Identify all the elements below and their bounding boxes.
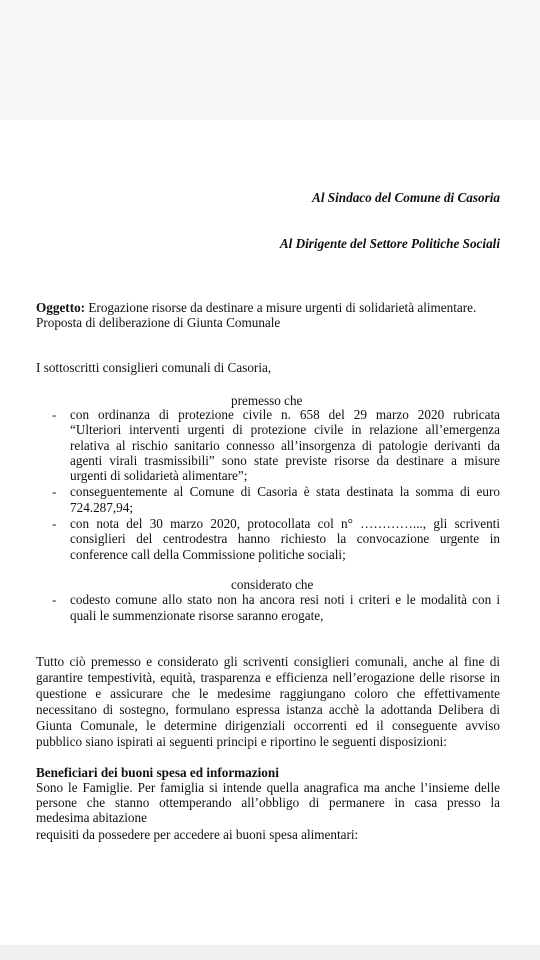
premesso-item1-line: con ordinanza di protezione civile n. 658 del 29 marzo 2020 rubricata (70, 407, 500, 422)
bullet-3: - (52, 516, 57, 531)
premesso-item2-line: conseguentemente al Comune di Casoria è stata destinata la somma di euro (70, 484, 500, 499)
premesso-item3-line: con nota del 30 marzo 2020, protocollata col n° …………..., gli scriventi (70, 516, 500, 531)
premesso-heading: premesso che (231, 393, 303, 408)
premesso-item1-line: relativa al rischio sanitario connesso all’insorgenza di patologie derivanti da (70, 438, 500, 453)
photo-background-top (0, 0, 540, 120)
section-line: persone che stanno ottemperando all’obbligo di permanere in casa presso la (36, 795, 500, 810)
considerato-item1-line: codesto comune allo stato non ha ancora resi noti i criteri e le modalità con i (70, 592, 500, 607)
bullet-4: - (52, 592, 57, 607)
section-line: Sono le Famiglie. Per famiglia si intende quella anagrafica ma anche l’insieme delle (36, 780, 500, 795)
subject-text: Erogazione risorse da destinare a misure urgenti di solidarietà alimentare. (88, 300, 477, 315)
considerato-item1-line: quali le summenzionate risorse saranno erogate, (70, 608, 324, 623)
premesso-item1-line: agenti virali trasmissibili” sono state previste risorse da destinare a misure (70, 453, 500, 468)
premesso-item2-line: 724.287,94; (70, 500, 134, 515)
premesso-item3-line: conference call della Commissione politiche sociali; (70, 547, 346, 562)
section-line: medesima abitazione (36, 810, 147, 825)
premesso-item3-line: consiglieri del centrodestra hanno richiesto la convocazione urgente in (70, 531, 500, 546)
paragraph-line: Giunta Comunale, le determine dirigenziali occorrenti ed il conseguente avviso (36, 718, 500, 733)
subject-line-2: Proposta di deliberazione di Giunta Comunale (36, 315, 281, 330)
premesso-item1-line: urgenti di solidarietà alimentare”; (70, 468, 248, 483)
paragraph-line: pubblico siano ispirati ai seguenti principi e riportino le seguenti disposizioni: (36, 734, 447, 749)
recipient-director: Al Dirigente del Settore Politiche Sociali (279, 236, 500, 251)
paragraph-line: garantire tempestività, equità, trasparenza e efficienza nell’erogazione delle risorse in (36, 670, 500, 685)
paragraph-line: questione e assicurare che le medesime raggiungano coloro che effettivamente (36, 686, 500, 701)
premesso-item1-line: “Ulteriori interventi urgenti di protezione civile in relazione all’emergenza (70, 422, 500, 437)
subject-line-1 (36, 300, 476, 315)
section-heading: Beneficiari dei buoni spesa ed informazioni (36, 765, 279, 780)
section-line: requisiti da possedere per accedere ai buoni spesa alimentari: (36, 827, 359, 842)
document-page (0, 120, 540, 945)
intro-text: I sottoscritti consiglieri comunali di Casoria, (36, 360, 272, 375)
subject-label: Oggetto: (36, 300, 86, 315)
bullet-1: - (52, 407, 57, 422)
paragraph-line: necessitano di sostegno, formulano espressa istanza acchè la adottanda Delibera di (36, 702, 500, 717)
considerato-heading: considerato che (231, 577, 314, 592)
photo-background-bottom (0, 945, 540, 960)
recipient-mayor: Al Sindaco del Comune di Casoria (312, 190, 500, 205)
bullet-2: - (52, 484, 57, 499)
paragraph-line: Tutto ciò premesso e considerato gli scriventi consiglieri comunali, anche al fine di (36, 654, 500, 669)
